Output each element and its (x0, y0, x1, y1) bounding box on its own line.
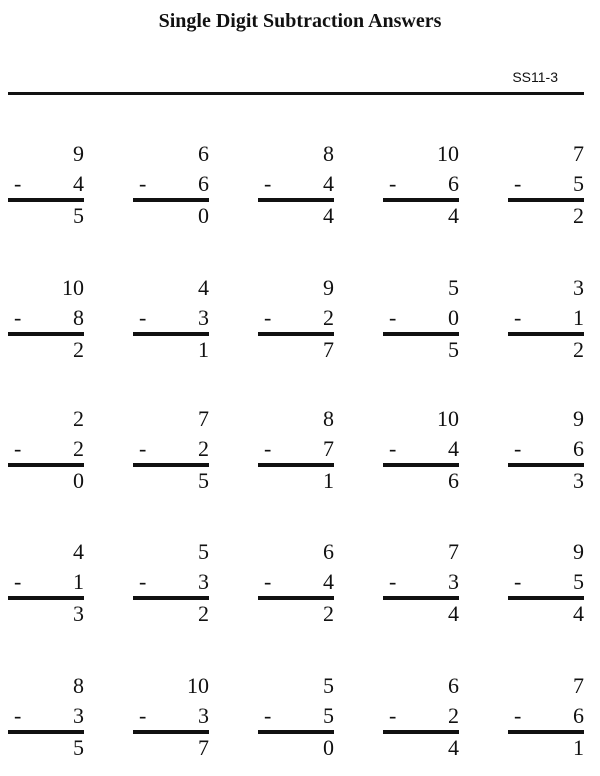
minuend: 5 (448, 275, 459, 300)
minus-sign: - (514, 171, 522, 196)
minus-sign: - (514, 305, 522, 330)
subtraction-problem (8, 276, 84, 376)
minuend: 10 (187, 673, 209, 698)
answer-line (8, 596, 84, 600)
subtraction-problem (258, 540, 334, 640)
subtrahend: 7 (323, 436, 334, 461)
answer-line (383, 463, 459, 467)
difference: 4 (323, 203, 334, 228)
difference: 7 (323, 337, 334, 362)
difference: 5 (198, 468, 209, 493)
difference: 5 (448, 337, 459, 362)
minus-sign: - (389, 569, 397, 594)
subtrahend: 4 (323, 171, 334, 196)
subtrahend: 2 (198, 436, 209, 461)
minus-sign: - (264, 436, 272, 461)
subtrahend: 8 (73, 305, 84, 330)
minuend: 8 (73, 673, 84, 698)
answer-line (258, 730, 334, 734)
answer-line (508, 730, 584, 734)
difference: 7 (198, 735, 209, 760)
minuend: 9 (573, 406, 584, 431)
answer-line (8, 463, 84, 467)
minuend: 8 (323, 406, 334, 431)
minus-sign: - (139, 171, 147, 196)
minuend: 4 (73, 539, 84, 564)
difference: 5 (73, 203, 84, 228)
subtraction-problem (508, 540, 584, 640)
subtrahend: 6 (573, 703, 584, 728)
minuend: 10 (437, 406, 459, 431)
minuend: 3 (573, 275, 584, 300)
subtraction-problem (383, 142, 459, 242)
subtraction-problem (8, 142, 84, 242)
answer-line (133, 596, 209, 600)
subtraction-problem (133, 674, 209, 774)
minus-sign: - (14, 305, 22, 330)
minus-sign: - (14, 569, 22, 594)
answer-line (508, 596, 584, 600)
subtrahend: 5 (573, 171, 584, 196)
minus-sign: - (389, 703, 397, 728)
answer-line (508, 463, 584, 467)
difference: 0 (323, 735, 334, 760)
minuend: 8 (323, 141, 334, 166)
minuend: 7 (448, 539, 459, 564)
answer-line (8, 332, 84, 336)
subtrahend: 2 (323, 305, 334, 330)
difference: 0 (198, 203, 209, 228)
answer-line (8, 730, 84, 734)
subtrahend: 5 (323, 703, 334, 728)
subtraction-problem (258, 142, 334, 242)
minus-sign: - (389, 305, 397, 330)
minus-sign: - (139, 703, 147, 728)
difference: 2 (573, 337, 584, 362)
subtraction-problem (508, 276, 584, 376)
difference: 3 (73, 601, 84, 626)
difference: 4 (573, 601, 584, 626)
subtrahend: 2 (448, 703, 459, 728)
subtrahend: 6 (573, 436, 584, 461)
minus-sign: - (389, 436, 397, 461)
answer-line (258, 463, 334, 467)
subtrahend: 1 (573, 305, 584, 330)
answer-line (258, 596, 334, 600)
page-title: Single Digit Subtraction Answers (158, 10, 442, 32)
subtraction-problem (8, 674, 84, 774)
subtraction-problem (508, 142, 584, 242)
subtraction-problem (8, 407, 84, 507)
minuend: 7 (573, 673, 584, 698)
difference: 1 (198, 337, 209, 362)
subtrahend: 4 (448, 436, 459, 461)
difference: 5 (73, 735, 84, 760)
subtrahend: 3 (198, 305, 209, 330)
difference: 0 (73, 468, 84, 493)
subtrahend: 3 (198, 703, 209, 728)
minus-sign: - (514, 436, 522, 461)
minuend: 10 (437, 141, 459, 166)
difference: 2 (323, 601, 334, 626)
subtraction-problem (383, 674, 459, 774)
minus-sign: - (264, 703, 272, 728)
subtraction-problem (508, 674, 584, 774)
minuend: 6 (448, 673, 459, 698)
difference: 6 (448, 468, 459, 493)
subtraction-problem (133, 276, 209, 376)
minuend: 5 (198, 539, 209, 564)
subtraction-problem (258, 674, 334, 774)
minus-sign: - (14, 171, 22, 196)
minuend: 4 (198, 275, 209, 300)
minuend: 9 (573, 539, 584, 564)
answer-line (133, 332, 209, 336)
difference: 4 (448, 735, 459, 760)
difference: 3 (573, 468, 584, 493)
minus-sign: - (264, 171, 272, 196)
minuend: 5 (323, 673, 334, 698)
answer-line (8, 198, 84, 202)
minus-sign: - (264, 305, 272, 330)
answer-line (383, 596, 459, 600)
subtrahend: 3 (448, 569, 459, 594)
difference: 4 (448, 203, 459, 228)
minuend: 6 (198, 141, 209, 166)
minus-sign: - (14, 703, 22, 728)
difference: 2 (198, 601, 209, 626)
minus-sign: - (14, 436, 22, 461)
minuend: 9 (323, 275, 334, 300)
subtraction-problem (383, 407, 459, 507)
worksheet-code: SS11-3 (512, 69, 558, 85)
answer-line (133, 198, 209, 202)
subtrahend: 5 (573, 569, 584, 594)
subtrahend: 3 (198, 569, 209, 594)
subtraction-problem (133, 540, 209, 640)
minuend: 6 (323, 539, 334, 564)
subtrahend: 1 (73, 569, 84, 594)
subtraction-problem (8, 540, 84, 640)
difference: 1 (323, 468, 334, 493)
minus-sign: - (389, 171, 397, 196)
answer-line (508, 198, 584, 202)
minus-sign: - (139, 305, 147, 330)
subtrahend: 4 (73, 171, 84, 196)
minuend: 9 (73, 141, 84, 166)
answer-line (258, 198, 334, 202)
answer-line (133, 730, 209, 734)
answer-line (258, 332, 334, 336)
subtrahend: 6 (198, 171, 209, 196)
subtraction-problem (258, 407, 334, 507)
difference: 2 (573, 203, 584, 228)
answer-line (508, 332, 584, 336)
answer-line (383, 730, 459, 734)
minus-sign: - (139, 436, 147, 461)
minus-sign: - (514, 569, 522, 594)
difference: 4 (448, 601, 459, 626)
minuend: 7 (198, 406, 209, 431)
subtrahend: 2 (73, 436, 84, 461)
minus-sign: - (139, 569, 147, 594)
minus-sign: - (514, 703, 522, 728)
difference: 2 (73, 337, 84, 362)
answer-line (383, 198, 459, 202)
subtrahend: 3 (73, 703, 84, 728)
subtrahend: 0 (448, 305, 459, 330)
minuend: 7 (573, 141, 584, 166)
answer-line (133, 463, 209, 467)
minuend: 2 (73, 406, 84, 431)
minuend: 10 (62, 275, 84, 300)
subtraction-problem (383, 276, 459, 376)
subtraction-problem (508, 407, 584, 507)
subtraction-problem (258, 276, 334, 376)
minus-sign: - (264, 569, 272, 594)
subtrahend: 6 (448, 171, 459, 196)
subtraction-problem (133, 407, 209, 507)
subtrahend: 4 (323, 569, 334, 594)
subtraction-problem (383, 540, 459, 640)
subtraction-problem (133, 142, 209, 242)
answer-line (383, 332, 459, 336)
difference: 1 (573, 735, 584, 760)
